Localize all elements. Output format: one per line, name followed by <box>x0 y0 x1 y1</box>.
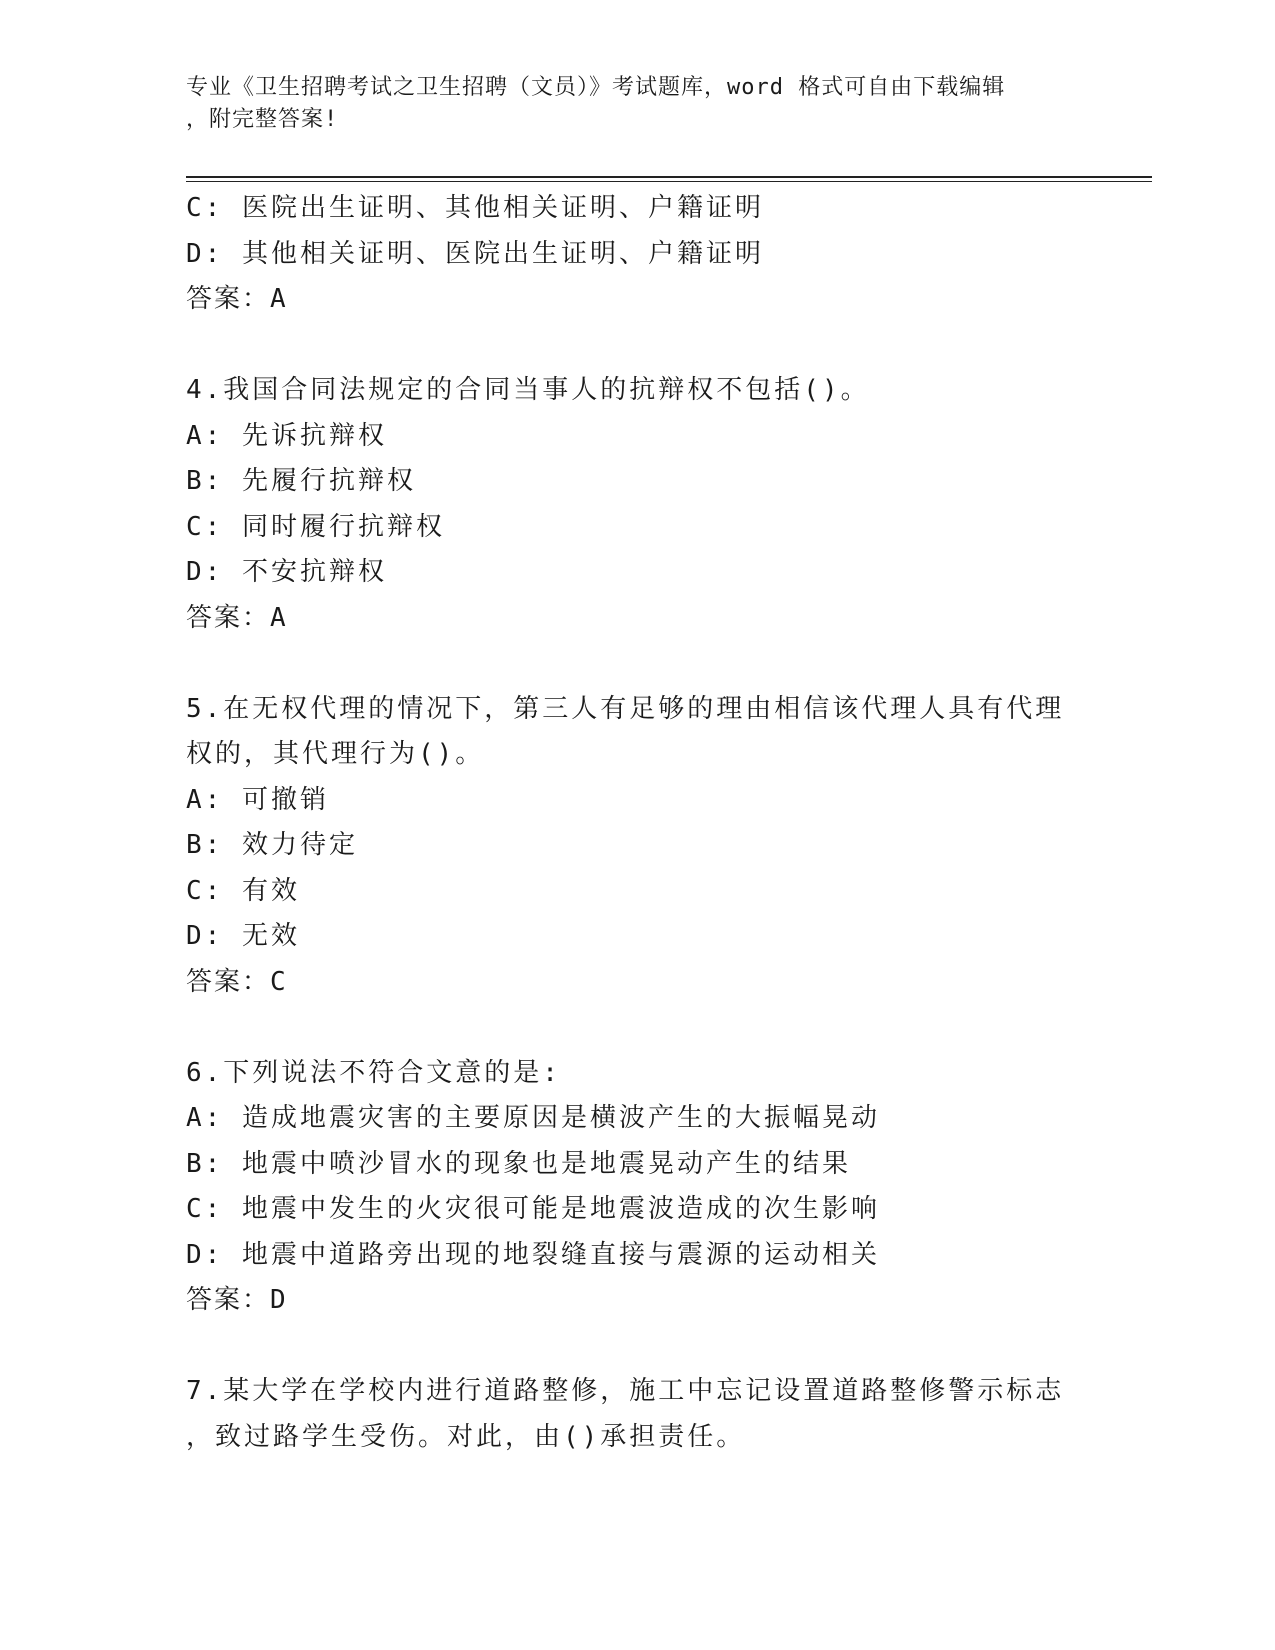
question-text: 4.我国合同法规定的合同当事人的抗辩权不包括()。 <box>186 375 870 405</box>
option-label: B: <box>186 466 224 496</box>
option-d <box>186 550 1086 596</box>
option-b <box>186 459 1086 505</box>
option-a <box>186 778 1086 824</box>
option-label: A: <box>186 784 224 815</box>
answer-line: 答案：A <box>186 284 288 314</box>
option-label: D: <box>186 921 224 951</box>
option-text: 其他相关证明、医院出生证明、户籍证明 <box>241 238 764 269</box>
option-text: 地震中道路旁出现的地裂缝直接与震源的运动相关 <box>241 1239 880 1270</box>
option-label: A: <box>186 420 224 451</box>
spacer <box>186 641 1086 687</box>
option-c <box>186 1187 1086 1233</box>
option-text: 效力待定 <box>241 830 358 860</box>
question-text: 5.在无权代理的情况下，第三人有足够的理由相信该代理人具有代理 <box>186 693 1065 724</box>
option-b <box>186 1142 1086 1188</box>
option-d <box>186 914 1086 960</box>
option-text: 医院出生证明、其他相关证明、户籍证明 <box>241 193 764 223</box>
option-d <box>186 1233 1086 1279</box>
option-label: D: <box>186 1239 224 1270</box>
answer-line: 答案：A <box>186 602 288 633</box>
option-label: B: <box>186 1148 224 1179</box>
header-rule-thick <box>186 176 1152 178</box>
question-list <box>186 186 1086 1460</box>
option-text: 造成地震灾害的主要原因是横波产生的大振幅晃动 <box>241 1103 880 1133</box>
option-text: 先履行抗辩权 <box>241 466 416 496</box>
option-c <box>186 505 1086 551</box>
spacer <box>186 323 1086 369</box>
spacer <box>186 1324 1086 1370</box>
option-d <box>186 232 1086 278</box>
question-text-continued: 权的，其代理行为()。 <box>186 739 485 769</box>
answer-line: 答案：C <box>186 966 288 997</box>
header-rule-thin <box>186 181 1152 182</box>
option-b <box>186 823 1086 869</box>
option-label: C: <box>186 511 224 542</box>
question-4 <box>186 368 1086 641</box>
page-header <box>186 72 1066 136</box>
header-line-1: 专业《卫生招聘考试之卫生招聘（文员）》考试题库，word 格式可自由下载编辑 <box>186 75 1006 100</box>
option-label: A: <box>186 1103 224 1133</box>
option-text: 地震中发生的火灾很可能是地震波造成的次生影响 <box>241 1194 880 1224</box>
question-3-tail <box>186 186 1086 323</box>
option-label: C: <box>186 1194 224 1224</box>
option-label: C: <box>186 193 224 223</box>
question-6 <box>186 1051 1086 1324</box>
question-5 <box>186 687 1086 1006</box>
option-label: C: <box>186 875 224 906</box>
option-text: 先诉抗辩权 <box>241 420 387 451</box>
option-text: 无效 <box>241 921 300 951</box>
option-text: 同时履行抗辩权 <box>241 511 445 542</box>
option-text: 地震中喷沙冒水的现象也是地震晃动产生的结果 <box>241 1148 851 1179</box>
question-text: 6.下列说法不符合文意的是: <box>186 1057 561 1088</box>
option-label: B: <box>186 830 224 860</box>
question-7 <box>186 1369 1086 1460</box>
answer-line: 答案：D <box>186 1285 288 1315</box>
option-text: 可撤销 <box>241 784 329 815</box>
question-text: 7.某大学在学校内进行道路整修，施工中忘记设置道路整修警示标志 <box>186 1376 1065 1406</box>
option-label: D: <box>186 238 224 269</box>
option-label: D: <box>186 557 224 587</box>
option-c <box>186 186 1086 232</box>
option-text: 有效 <box>241 875 300 906</box>
header-line-2: ，附完整答案! <box>186 107 339 132</box>
option-c <box>186 869 1086 915</box>
option-a <box>186 1096 1086 1142</box>
option-a <box>186 414 1086 460</box>
option-text: 不安抗辩权 <box>241 557 387 587</box>
question-text-continued: ，致过路学生受伤。对此，由()承担责任。 <box>186 1421 746 1452</box>
spacer <box>186 1005 1086 1051</box>
